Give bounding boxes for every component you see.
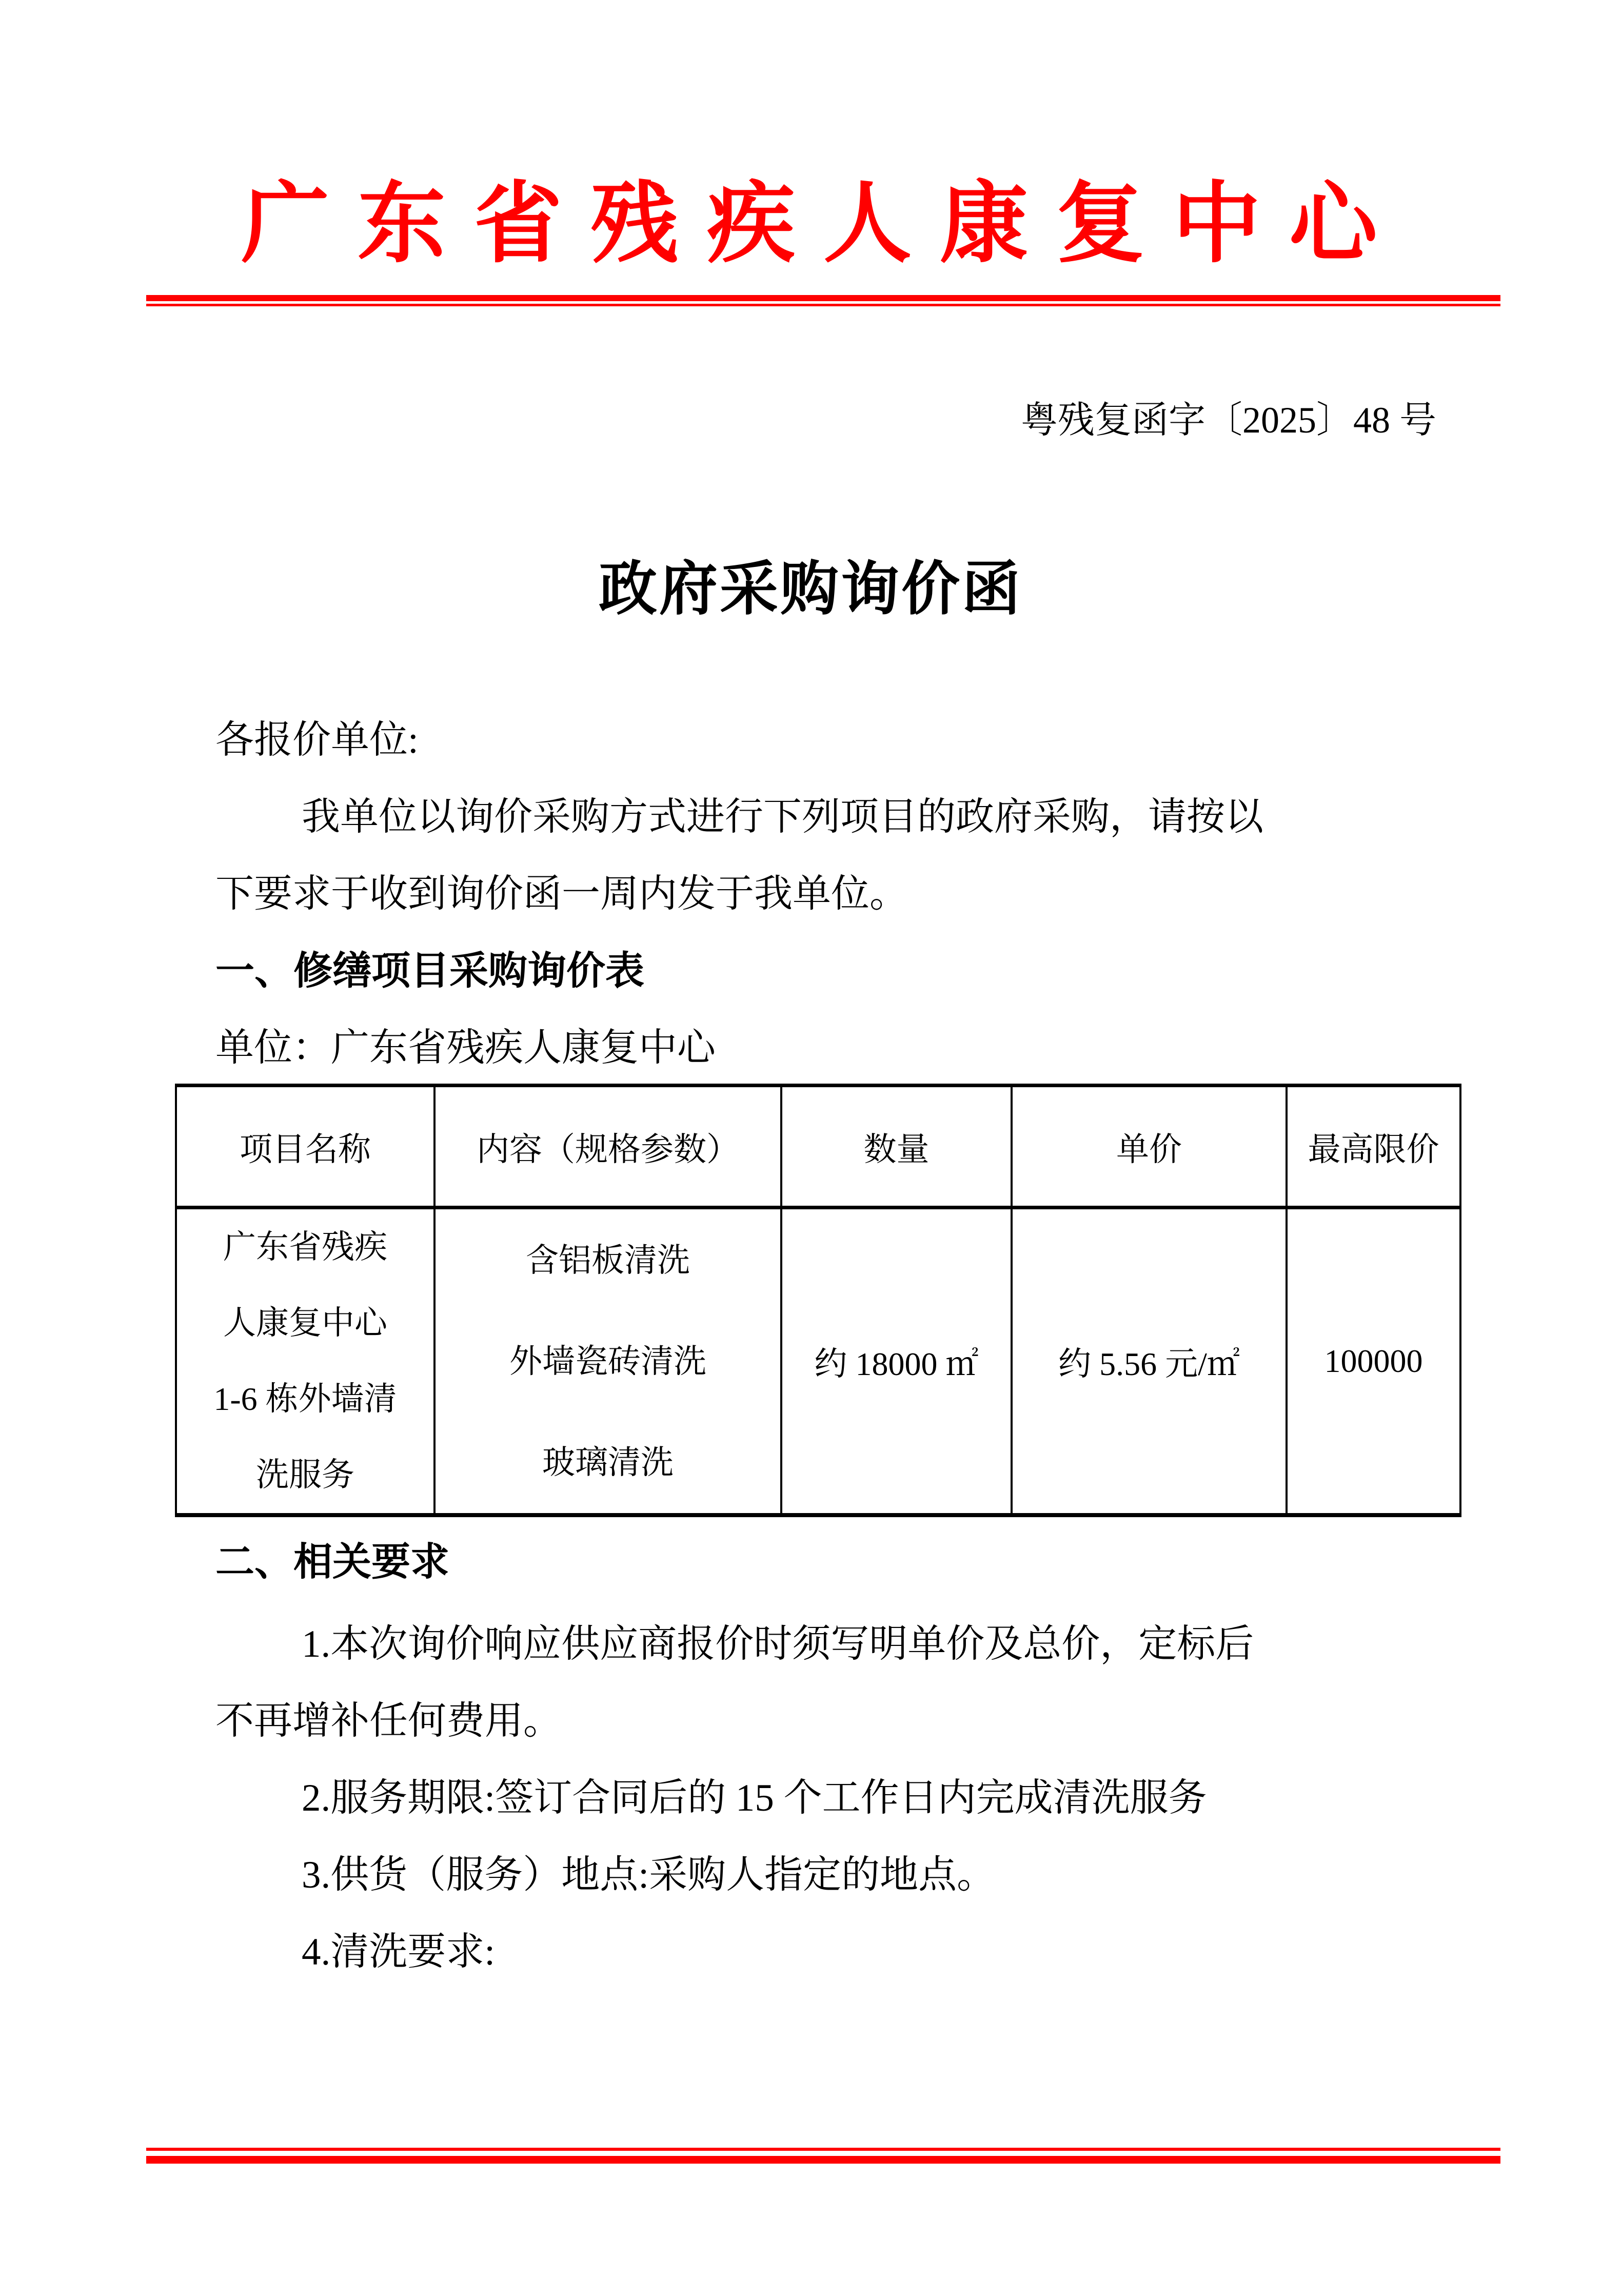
document-title: 政府采购询价函 (598, 557, 1022, 622)
project-name-line: 人康复中心 (223, 1305, 387, 1341)
cell-unit-price: 约 5.56 元/㎡ (1013, 1209, 1288, 1513)
requirements-block (215, 1606, 1482, 1991)
intro-line-1: 我单位以询价采购方式进行下列项目的政府采购，请按以 (302, 796, 1264, 838)
header-unit-price: 单价 (1013, 1087, 1288, 1206)
salutation-line: 各报价单位: (215, 719, 419, 761)
letterhead-rule-thin (146, 304, 1500, 306)
price-inquiry-table (175, 1084, 1461, 1517)
table-data-row (177, 1209, 1459, 1513)
unit-line: 单位：广东省残疾人康复中心 (215, 1027, 716, 1069)
letterhead-rule-thick (146, 295, 1500, 301)
header-project-name: 项目名称 (177, 1087, 436, 1206)
letterhead-org-title: 广东省残疾人康复中心 (241, 176, 1406, 273)
project-name-line: 洗服务 (256, 1457, 354, 1493)
cell-content-spec (436, 1209, 782, 1513)
content-spec-line: 玻璃清洗 (542, 1444, 674, 1481)
cell-quantity: 约 18000 ㎡ (782, 1209, 1013, 1513)
footer-rule-thick (146, 2156, 1500, 2164)
project-name-line: 广东省残疾 (223, 1229, 387, 1265)
body-text-block (215, 702, 1482, 1087)
requirement-line-4: 4.清洗要求: (302, 1931, 496, 1973)
project-name-line: 1-6 栋外墙清 (213, 1381, 397, 1417)
section2-heading: 二、相关要求 (215, 1540, 449, 1584)
cell-project-name (177, 1209, 436, 1513)
requirement-line-3: 3.供货（服务）地点:采购人指定的地点。 (302, 1854, 996, 1896)
requirement-line-2: 2.服务期限:签订合同后的 15 个工作日内完成清洗服务 (302, 1777, 1207, 1819)
section1-heading: 一、修缮项目采购询价表 (215, 949, 644, 993)
requirement-line-1-cont: 不再增补任何费用。 (215, 1700, 562, 1742)
footer-rule-thin (146, 2148, 1500, 2151)
intro-line-2: 下要求于收到询价函一周内发于我单位。 (215, 873, 908, 915)
header-quantity: 数量 (782, 1087, 1013, 1206)
content-spec-line: 外墙瓷砖清洗 (509, 1343, 706, 1380)
doc-reference-number: 粤残复函字〔2025〕48 号 (1020, 400, 1436, 441)
header-content-spec: 内容（规格参数） (436, 1087, 782, 1206)
table-header-row (177, 1087, 1459, 1209)
cell-max-price: 100000 (1324, 1343, 1423, 1379)
content-spec-line: 含铝板清洗 (526, 1242, 690, 1279)
requirement-line-1: 1.本次询价响应供应商报价时须写明单价及总价，定标后 (302, 1623, 1254, 1665)
header-max-price: 最高限价 (1308, 1131, 1439, 1168)
